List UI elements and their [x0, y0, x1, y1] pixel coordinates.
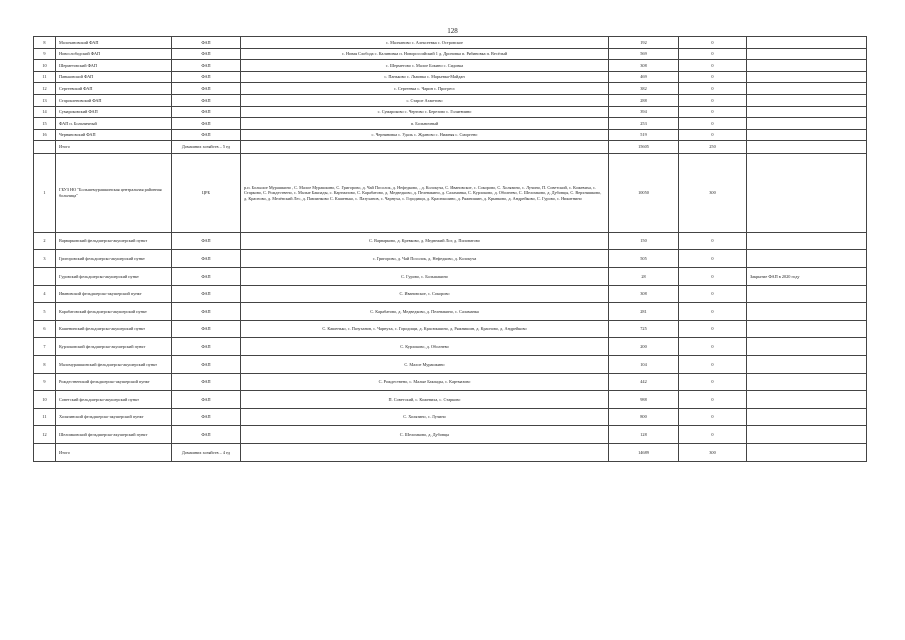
table-row — [34, 443, 867, 461]
settlements-cell: С. Рождествено, с. Малые Бакпады, с. Картмазово — [241, 373, 609, 391]
population-cell: 308 — [609, 60, 679, 72]
facility-name-cell: Советский фельдшерско-акушерский пункт — [56, 391, 172, 409]
facility-type-cell: ФАП — [172, 338, 241, 356]
note-cell — [747, 118, 867, 130]
table-row — [34, 106, 867, 118]
facility-type-cell: ФАП — [172, 391, 241, 409]
note-cell — [747, 48, 867, 60]
facility-name-cell: Маломурашкинский фельдшерско-акушерский пункт — [56, 356, 172, 374]
facility-type-cell: ФАП — [172, 129, 241, 141]
settlements-cell: с. Старое Ахметово — [241, 94, 609, 106]
row-number-cell: 11 — [34, 71, 56, 83]
table-row — [34, 303, 867, 321]
table-row — [34, 60, 867, 72]
population-cell: 28 — [609, 268, 679, 286]
facility-type-cell: ФАП — [172, 303, 241, 321]
population-cell: 14689 — [609, 443, 679, 461]
facility-name-cell: Шеломковский фельдшерско-акушерский пункт — [56, 426, 172, 444]
table-row — [34, 356, 867, 374]
row-number-cell: 12 — [34, 426, 56, 444]
settlements-cell: с. Паньково с. Львовка с. Марьевка-Майдан — [241, 71, 609, 83]
note-cell — [747, 153, 867, 232]
population-cell: 569 — [609, 48, 679, 60]
row-number-cell: 5 — [34, 303, 56, 321]
note-cell — [747, 37, 867, 49]
note-cell — [747, 141, 867, 154]
population-cell: 505 — [609, 250, 679, 268]
employees-cell: 0 — [679, 83, 747, 95]
population-cell: 394 — [609, 106, 679, 118]
facility-name-cell: Рождественский фельдшерско-акушерский пункт — [56, 373, 172, 391]
settlements-cell: с. Сумароково с. Чертово с. Березово с. Голяевчино — [241, 106, 609, 118]
facility-name-cell: Сергеевский ФАП — [56, 83, 172, 95]
employees-cell: 0 — [679, 285, 747, 303]
facility-type-cell: ФАП — [172, 106, 241, 118]
table-row — [34, 408, 867, 426]
population-cell: 104 — [609, 356, 679, 374]
settlements-cell: с. Новая Слобода с. Калиновка п. Новороссийский 1 д. Дроновка п. Рябиновка п. Весёлый — [241, 48, 609, 60]
settlements-cell: с. Григорово, д. Чай Посолок, д. Нефедково, д. Колокуча — [241, 250, 609, 268]
facility-name-cell: Шерметовский ФАП — [56, 60, 172, 72]
employees-cell: 300 — [679, 443, 747, 461]
settlements-cell: П. Советский, с. Кожевиха, с. Старково — [241, 391, 609, 409]
facility-type-cell: Домашних хозяйств – 4 ед — [172, 443, 241, 461]
note-cell — [747, 285, 867, 303]
facility-name-cell: Григоровский фельдшерско-акушерский пункт — [56, 250, 172, 268]
note-cell — [747, 71, 867, 83]
row-number-cell: 11 — [34, 408, 56, 426]
note-cell — [747, 250, 867, 268]
facility-type-cell: ФАП — [172, 118, 241, 130]
employees-cell: 0 — [679, 320, 747, 338]
note-cell — [747, 94, 867, 106]
settlements-cell: С. Кашенько, с. Пазуханов, с. Чарнуха, с. Городищи, д. Красюкшино, д. Ряжнишин, д. Красново, д. Андрейково — [241, 320, 609, 338]
row-number-cell: 1 — [34, 153, 56, 232]
settlements-cell: с. Черняновка с. Удаль с. Жданово с. Нижняя с. Сморгено — [241, 129, 609, 141]
table-row — [34, 250, 867, 268]
employees-cell: 0 — [679, 408, 747, 426]
employees-cell: 0 — [679, 48, 747, 60]
population-cell: 382 — [609, 83, 679, 95]
facility-type-cell: ФАП — [172, 48, 241, 60]
facility-name-cell: Новослободский ФАП — [56, 48, 172, 60]
settlements-cell: С. Малое Мурашкино — [241, 356, 609, 374]
table-row — [34, 37, 867, 49]
row-number-cell: 9 — [34, 48, 56, 60]
facility-name-cell: Ивановский фельдшерско-акушерский пункт — [56, 285, 172, 303]
note-cell — [747, 443, 867, 461]
facility-type-cell: ФАП — [172, 408, 241, 426]
facility-name-cell: Курлоковский фельдшерско-акушерский пункт — [56, 338, 172, 356]
employees-cell: 0 — [679, 232, 747, 250]
table-row — [34, 426, 867, 444]
row-number-cell: 6 — [34, 320, 56, 338]
population-cell: 10050 — [609, 153, 679, 232]
employees-cell: 0 — [679, 94, 747, 106]
facility-type-cell: ФАП — [172, 94, 241, 106]
settlements-cell — [241, 141, 609, 154]
facility-type-cell: ФАП — [172, 232, 241, 250]
population-cell: 288 — [609, 94, 679, 106]
facility-type-cell: ФАП — [172, 373, 241, 391]
population-cell: 469 — [609, 71, 679, 83]
row-number-cell: 16 — [34, 129, 56, 141]
employees-cell: 250 — [679, 141, 747, 154]
employees-cell: 0 — [679, 426, 747, 444]
employees-cell: 0 — [679, 106, 747, 118]
note-cell — [747, 391, 867, 409]
row-number-cell: 14 — [34, 106, 56, 118]
population-cell: 800 — [609, 408, 679, 426]
page-number: 128 — [447, 27, 458, 35]
facility-name-cell: Паньковский ФАП — [56, 71, 172, 83]
note-cell — [747, 106, 867, 118]
facility-name-cell: Черняновский ФАП — [56, 129, 172, 141]
facility-type-cell: ФАП — [172, 426, 241, 444]
settlements-cell: С. Варварково, д. Кревково, д. Медвежий Лог, д. Пиловатово — [241, 232, 609, 250]
row-number-cell: 9 — [34, 373, 56, 391]
table-row — [34, 129, 867, 141]
row-number-cell: 13 — [34, 94, 56, 106]
settlements-cell: с. Шерметово с. Малое Бокино с. Сидовка — [241, 60, 609, 72]
population-cell: 15605 — [609, 141, 679, 154]
row-number-cell: 12 — [34, 83, 56, 95]
table-row — [34, 232, 867, 250]
settlements-cell — [241, 443, 609, 461]
note-cell — [747, 60, 867, 72]
table-row — [34, 83, 867, 95]
settlements-cell: п. Больничный — [241, 118, 609, 130]
settlements-cell: с. Малчаново с. Алексеевка с. Островское — [241, 37, 609, 49]
row-number-cell: 4 — [34, 285, 56, 303]
row-number-cell: 7 — [34, 338, 56, 356]
facility-name-cell: Сумароковский ФАП — [56, 106, 172, 118]
population-cell: 988 — [609, 391, 679, 409]
table-row — [34, 94, 867, 106]
facility-name-cell: Варварковский фельдшерско-акушерский пункт — [56, 232, 172, 250]
facility-type-cell: ФАП — [172, 250, 241, 268]
table-row — [34, 320, 867, 338]
settlements-cell: С. Гурово, с. Большакино — [241, 268, 609, 286]
row-number-cell — [34, 443, 56, 461]
facility-name-cell: Итого — [56, 443, 172, 461]
table-row — [34, 118, 867, 130]
row-number-cell: 15 — [34, 118, 56, 130]
employees-cell: 0 — [679, 118, 747, 130]
row-number-cell: 10 — [34, 391, 56, 409]
population-cell: 253 — [609, 118, 679, 130]
table-row — [34, 48, 867, 60]
table-row — [34, 338, 867, 356]
note-cell — [747, 408, 867, 426]
row-number-cell: 8 — [34, 356, 56, 374]
facilities-table — [33, 36, 867, 462]
population-cell: 725 — [609, 320, 679, 338]
table-row — [34, 285, 867, 303]
facility-name-cell: Молочановский ФАП — [56, 37, 172, 49]
table-row — [34, 71, 867, 83]
note-cell — [747, 320, 867, 338]
employees-cell: 0 — [679, 356, 747, 374]
row-number-cell: 10 — [34, 60, 56, 72]
population-cell: 442 — [609, 373, 679, 391]
employees-cell: 0 — [679, 303, 747, 321]
facility-type-cell: ФАП — [172, 83, 241, 95]
note-cell — [747, 426, 867, 444]
facility-name-cell: ФАП п. Больничный — [56, 118, 172, 130]
table-row — [34, 153, 867, 232]
note-cell — [747, 303, 867, 321]
population-cell: 281 — [609, 303, 679, 321]
employees-cell: 0 — [679, 338, 747, 356]
population-cell: 192 — [609, 37, 679, 49]
table-row — [34, 141, 867, 154]
settlements-cell: р.п. Большое Мурашкино , С. Малое Мурашкино, С. Григорово, д. Чай Посолок, д. Нефедково, , д. Колокуча, С. Ивановское, с. Сокорово, С. Холязино, с. Лучино, П. Советский, с. Кожевиха, с. Старково, С. Рождествено, с. Малые Бакпады, с. Картмазово, С. Карабатово, д. Медведково, д. Пелевакино, д. Саламанка, С. Курлоково, д. Оболнево, С. Шеломково, д. Дубовцы, С. Верхняшково, д. Красново, д. Мелёвский Лес, д. Павлинково С. Кашенько, с. Пазуханов, с. Чарнуха, с. Городищи, д. Красюкшино, д. Ряжнишин, д. Крывково, д. Андрейково, С. Гурово, с. Никитнино — [241, 153, 609, 232]
population-cell: 200 — [609, 338, 679, 356]
table-row — [34, 268, 867, 286]
population-cell: 519 — [609, 129, 679, 141]
settlements-cell: С. Карабатово, д. Медведково, д. Пелевакино, с. Саламанка — [241, 303, 609, 321]
note-cell: Закрытие ФАП в 2020 году — [747, 268, 867, 286]
facility-name-cell: Итого — [56, 141, 172, 154]
employees-cell: 300 — [679, 153, 747, 232]
facility-name-cell: Карабатовский фельдшерско-акушерский пункт — [56, 303, 172, 321]
row-number-cell: 8 — [34, 37, 56, 49]
note-cell — [747, 129, 867, 141]
employees-cell: 0 — [679, 391, 747, 409]
employees-cell: 0 — [679, 373, 747, 391]
settlements-cell: С. Ивановское, с. Сокорово — [241, 285, 609, 303]
employees-cell: 0 — [679, 268, 747, 286]
table-row — [34, 373, 867, 391]
employees-cell: 0 — [679, 60, 747, 72]
table-row — [34, 391, 867, 409]
population-cell: 150 — [609, 232, 679, 250]
facility-type-cell: ФАП — [172, 356, 241, 374]
facility-type-cell: ФАП — [172, 268, 241, 286]
settlements-cell: С. Курлоково, д. Оболнево — [241, 338, 609, 356]
population-cell: 128 — [609, 426, 679, 444]
employees-cell: 0 — [679, 250, 747, 268]
facility-name-cell: ГБУЗ НО "Большемурашкинская центральная районная больница" — [56, 153, 172, 232]
note-cell — [747, 232, 867, 250]
facility-name-cell: Холязинский фельдшерско-акушерский пункт — [56, 408, 172, 426]
note-cell — [747, 338, 867, 356]
facility-type-cell: ФАП — [172, 60, 241, 72]
row-number-cell — [34, 141, 56, 154]
note-cell — [747, 356, 867, 374]
facility-type-cell: Домашних хозяйств – 5 ед — [172, 141, 241, 154]
employees-cell: 0 — [679, 129, 747, 141]
facility-type-cell: ФАП — [172, 71, 241, 83]
note-cell — [747, 373, 867, 391]
note-cell — [747, 83, 867, 95]
facility-type-cell: ЦРБ — [172, 153, 241, 232]
settlements-cell: С. Холязино, с. Лучино — [241, 408, 609, 426]
facility-name-cell: Старокленовский ФАП — [56, 94, 172, 106]
population-cell: 308 — [609, 285, 679, 303]
settlements-cell: С. Шеломково, д. Дубовцы — [241, 426, 609, 444]
facility-type-cell: ФАП — [172, 37, 241, 49]
facility-type-cell: ФАП — [172, 320, 241, 338]
row-number-cell: 3 — [34, 250, 56, 268]
row-number-cell — [34, 268, 56, 286]
employees-cell: 0 — [679, 71, 747, 83]
facility-name-cell: Кашенинский фельдшерско-акушерский пункт — [56, 320, 172, 338]
row-number-cell: 2 — [34, 232, 56, 250]
facility-name-cell: Гуровский фельдшерско-акушерский пункт — [56, 268, 172, 286]
facility-type-cell: ФАП — [172, 285, 241, 303]
settlements-cell: с. Сергеевка с. Чарин с. Прогресс — [241, 83, 609, 95]
employees-cell: 0 — [679, 37, 747, 49]
